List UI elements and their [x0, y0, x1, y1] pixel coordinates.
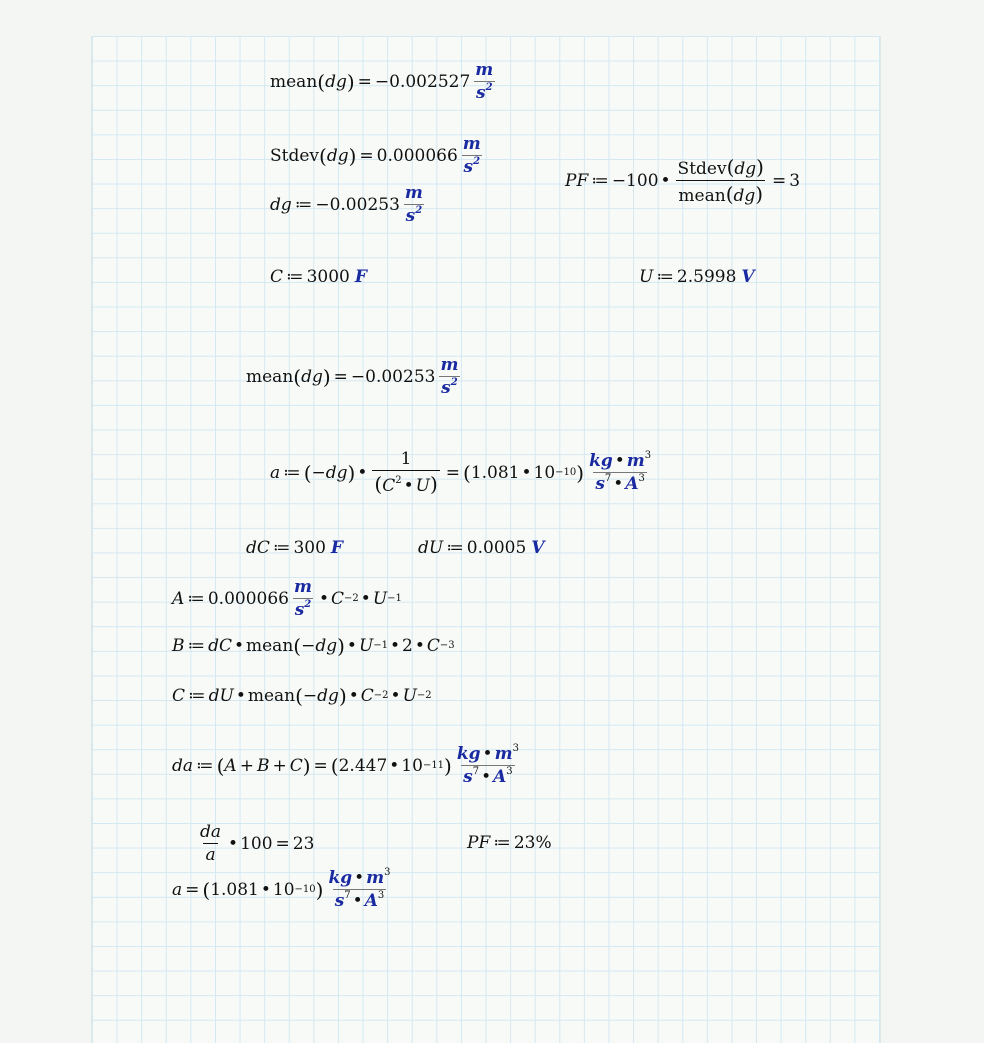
mean-dg-eval[interactable]: mean ( dg ) = −0.00253 $\frac{m}{s^2}$: [246, 355, 459, 398]
ratio-calculation[interactable]: $\frac{da}{a}$ • 100 = 23: [200, 822, 315, 865]
mean-dg-result[interactable]: mean ( dg ) = −0.002527 $\frac{m}{s^2}$: [270, 60, 494, 103]
pf-fraction: $\frac{\text{Stdev(dg)}}{\text{mean(dg)}}$: [677, 155, 764, 206]
stdev-dg-result[interactable]: Stdev ( dg ) = 0.000066 $\frac{m}{s^2}$: [270, 134, 481, 177]
def-value: 0.0005: [466, 538, 527, 558]
def-value: 3000: [306, 267, 350, 287]
result-value: −0.00253: [350, 366, 436, 387]
unit-kg-m3-per-s7-a3: $\frac{kg • m^3}{s^7 • A^3}$: [328, 867, 391, 911]
pf-definition[interactable]: PF ≔ 23%: [467, 833, 552, 853]
unit-m-per-s2: $\frac{m}{s^2}$: [404, 183, 423, 226]
var-du: dU: [418, 538, 444, 558]
unit-f: F: [330, 538, 343, 558]
B-definition[interactable]: B ≔ dC • mean ( − dg ) • U −1 • 2 • C −3: [172, 634, 455, 658]
var-da: da: [172, 755, 194, 776]
A-definition[interactable]: A ≔ 0.000066 $\frac{m}{s^2}$ • C −2 • U −1: [172, 577, 402, 620]
var-C: C: [172, 685, 186, 706]
var-a: a: [172, 879, 183, 900]
factor-value: −100: [611, 170, 659, 191]
ratio-result: 23: [292, 833, 315, 854]
dg-definition[interactable]: dg ≔ −0.00253 $\frac{m}{s^2}$: [270, 183, 423, 226]
unit-m-per-s2: $\frac{m}{s^2}$: [462, 134, 481, 177]
C2-definition[interactable]: C ≔ dU • mean ( − dg ) • C −2 • U −2: [172, 684, 432, 708]
var-c: C: [270, 267, 284, 287]
function-stdev: Stdev: [270, 145, 320, 166]
u-definition[interactable]: U ≔ 2.5998 V: [639, 267, 755, 287]
mantissa: 2.447: [338, 755, 388, 776]
reciprocal-fraction: $\frac{1}{(C^2 • U)}$: [374, 449, 438, 496]
var-dg: dg: [326, 145, 349, 166]
mantissa: 1.081: [210, 879, 259, 900]
def-value: 2.5998: [676, 267, 737, 287]
def-value: 300: [293, 538, 326, 558]
var-dg: dg: [301, 366, 323, 387]
function-mean: mean: [270, 71, 318, 92]
dc-definition[interactable]: dC ≔ 300 F: [246, 538, 343, 558]
var-dg: dg: [270, 194, 292, 215]
unit-kg-m3-per-s7-a3: $\frac{kg • m^3}{s^7 • A^3}$: [589, 450, 652, 494]
du-definition[interactable]: dU ≔ 0.0005 V: [418, 538, 545, 558]
unit-v: V: [531, 538, 545, 558]
def-value: −0.00253: [315, 194, 400, 215]
unit-v: V: [741, 267, 755, 287]
var-pf: PF: [467, 833, 491, 853]
result-value: −0.002527: [374, 71, 471, 92]
var-a: a: [270, 462, 281, 483]
var-B: B: [172, 635, 185, 656]
unit-kg-m3-per-s7-a3: $\frac{kg • m^3}{s^7 • A^3}$: [456, 743, 519, 787]
var-dg: dg: [325, 71, 347, 92]
def-value: 23%: [513, 833, 552, 853]
a-evaluation[interactable]: a = ( 1.081 • 10 −10 ) $\frac{kg • m^3}{s^7 • A^3}$: [172, 867, 391, 911]
var-dc: dC: [246, 538, 270, 558]
c-definition[interactable]: C ≔ 3000 F: [270, 267, 367, 287]
function-mean: mean: [246, 366, 294, 387]
var-A: A: [172, 588, 185, 609]
unit-m-per-s2: $\frac{m}{s^2}$: [440, 355, 459, 398]
unit-m-per-s2: $\frac{m}{s^2}$: [293, 577, 312, 620]
mantissa: 1.081: [470, 462, 520, 483]
unit-m-per-s2: $\frac{m}{s^2}$: [475, 60, 494, 103]
def-value: 0.000066: [207, 588, 289, 609]
da-calculation[interactable]: da ≔ ( A + B + C ) = ( 2.447 • 10 −11 ) $\frac{kg • m^3}{s^7 • A^3}$: [172, 743, 519, 787]
var-pf: PF: [565, 170, 589, 191]
result-value: 0.000066: [376, 145, 458, 166]
var-u: U: [639, 267, 654, 287]
factor-value: 100: [240, 833, 273, 854]
da-over-a: $\frac{da}{a}$: [200, 822, 222, 865]
a-calculation[interactable]: a ≔ ( − dg ) • $\frac{1}{(C^2 • U)}$ = ( 1.081 • 10 −10 ) $\frac{kg • m^3}{s^7 • A^3}$: [270, 449, 652, 496]
unit-f: F: [354, 267, 367, 287]
pf-result: 3: [789, 170, 801, 191]
pf-calculation[interactable]: PF ≔ −100 • $\frac{\text{Stdev(dg)}}{\text{mean(dg)}}$ = 3: [565, 155, 801, 206]
